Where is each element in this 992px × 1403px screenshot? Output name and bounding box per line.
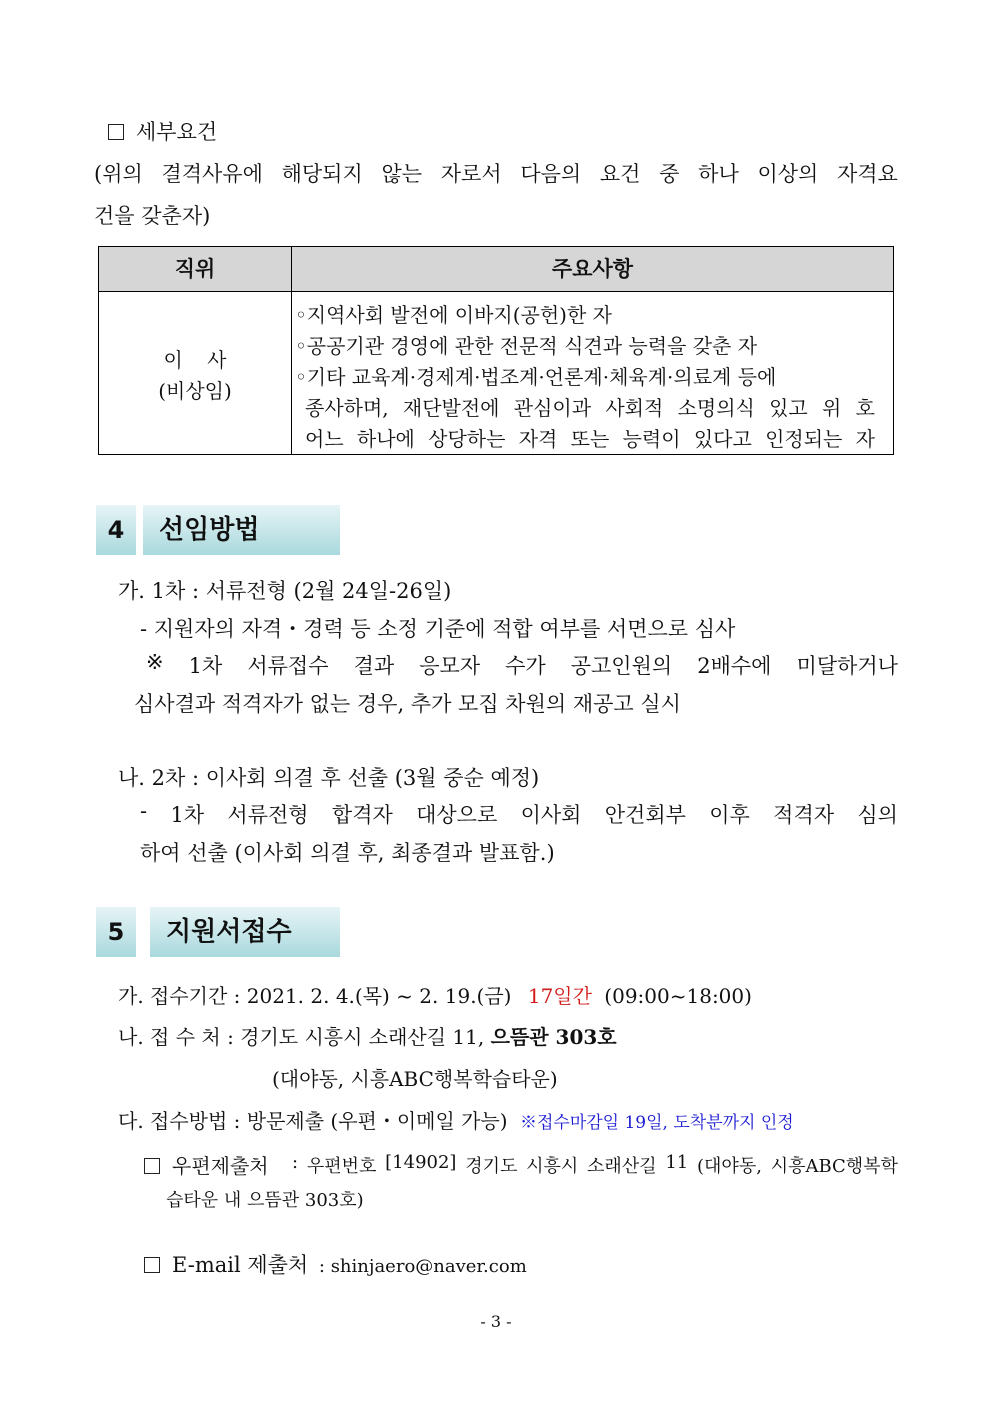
word: 관심이과 — [513, 396, 592, 420]
word: 능력이 — [622, 427, 681, 451]
application-period: 가. 접수기간 : 2021. 2. 4.(목) ~ 2. 19.(금) 17일간 (09:00~18:00) — [118, 984, 752, 1008]
detail-item-3-cont2 — [305, 423, 875, 452]
word: 합격자 — [331, 803, 393, 827]
word: 이사회 — [520, 803, 582, 827]
word: [14902] — [385, 1152, 457, 1173]
word: 시흥시 — [526, 1156, 579, 1177]
table-header-position: 직위 — [174, 257, 216, 281]
application-method: 다. 접수방법 : 방문제출 (우편・이메일 가능) ※접수마감일 19일, 도착분까지 인정 — [118, 1109, 794, 1133]
word: 적격자 — [773, 803, 835, 827]
word: 자 — [855, 427, 875, 451]
word: - — [140, 799, 148, 823]
word: 우편번호 — [306, 1156, 377, 1177]
word: 1차 — [188, 654, 223, 678]
selection-step-2-line1 — [140, 799, 898, 829]
word: 이후 — [709, 803, 750, 827]
word: 수가 — [505, 654, 546, 678]
requirements-intro-line2: 건을 갖춘자) — [94, 204, 211, 228]
selection-step-1: 가. 1차 : 서류전형 (2월 24일-26일) — [118, 579, 452, 603]
word: 종사하며, — [305, 396, 389, 420]
word: 어느 — [305, 427, 344, 451]
word: 서류전형 — [227, 803, 309, 827]
requirements-intro-line1 — [94, 158, 898, 188]
checkbox-icon — [144, 1158, 160, 1174]
word: 인정되는 — [765, 427, 843, 451]
word: 자격 — [518, 427, 558, 451]
post-title: 우편제출처 — [144, 1150, 269, 1179]
word: 서류접수 — [247, 654, 329, 678]
word: 중 — [659, 162, 680, 186]
word: 심의 — [857, 803, 898, 827]
selection-note-line1 — [146, 650, 898, 680]
detail-item-2: ◦공공기관 경영에 관한 전문적 식견과 능력을 갖춘 자 — [295, 334, 758, 358]
period-days: 17일간 — [527, 984, 592, 1008]
word: 2배수에 — [697, 654, 772, 678]
word: (대야동, — [697, 1156, 762, 1177]
word: 해당되지 — [281, 162, 363, 186]
word: 자격요 — [837, 162, 898, 186]
word: 경기도 — [465, 1156, 518, 1177]
section-4-title: 선임방법 — [143, 505, 340, 555]
word: 있다고 — [693, 427, 752, 451]
word: 다음의 — [520, 162, 582, 186]
position-name: 이 사 — [163, 348, 227, 372]
selection-step-2-line2: 하여 선출 (이사회 의결 후, 최종결과 발표함.) — [140, 841, 555, 865]
requirements-table — [98, 246, 894, 455]
word: 시흥ABC행복학 — [770, 1156, 898, 1177]
email-submission: E-mail 제출처 : shinjaero@naver.com — [144, 1249, 527, 1279]
word: 않는 — [381, 162, 423, 186]
word: 하나에 — [356, 427, 415, 451]
post-detail-line2: 습타운 내 으뜸관 303호) — [166, 1190, 364, 1211]
deadline-note: ※접수마감일 19일, 도착분까지 인정 — [519, 1113, 794, 1133]
section-5-number: 5 — [96, 907, 136, 957]
application-place-sub: (대야동, 시흥ABC행복학습타운) — [272, 1067, 558, 1091]
section-4-number: 4 — [96, 505, 136, 555]
word: 미달하거나 — [796, 654, 898, 678]
word: 위 — [822, 396, 842, 420]
word: 응모자 — [419, 654, 481, 678]
word: (위의 — [94, 162, 143, 186]
word: 하나 — [698, 162, 739, 186]
word: 호 — [855, 396, 875, 420]
checkbox-icon — [108, 124, 124, 140]
page-number: - 3 - — [480, 1312, 512, 1331]
selection-note-line2: 심사결과 적격자가 없는 경우, 추가 모집 차원의 재공고 실시 — [134, 692, 681, 716]
word: 상당하는 — [428, 427, 506, 451]
place-building: 으뜸관 303호 — [490, 1025, 617, 1049]
word: 공고인원의 — [570, 654, 673, 678]
detail-item-3: ◦기타 교육계·경제계·법조계·언론계·체육계·의료계 등에 — [295, 365, 777, 389]
position-type: (비상임) — [158, 379, 232, 403]
word: 소명의식 — [677, 396, 755, 420]
word: 결격사유에 — [161, 162, 263, 186]
word: 사회적 — [605, 396, 664, 420]
checkbox-icon — [144, 1257, 160, 1273]
post-detail-line1 — [292, 1152, 898, 1178]
section-5-title: 지원서접수 — [150, 907, 340, 957]
word: 11 — [665, 1152, 689, 1173]
word: 1차 — [170, 803, 205, 827]
word: ※ — [146, 650, 164, 674]
requirements-heading: 세부요건 — [108, 116, 217, 146]
email-address: : shinjaero@naver.com — [318, 1256, 527, 1277]
selection-step-1-detail: - 지원자의 자격・경력 등 소정 기준에 적합 여부를 서면으로 심사 — [140, 617, 736, 641]
word: 또는 — [570, 427, 610, 451]
table-header-details: 주요사항 — [551, 257, 634, 281]
word: 자로서 — [440, 162, 502, 186]
word: 요건 — [599, 162, 641, 186]
word: 대상으로 — [416, 803, 498, 827]
selection-step-2: 나. 2차 : 이사회 의결 후 선출 (3월 중순 예정) — [118, 766, 540, 790]
word: 안건회부 — [604, 803, 686, 827]
word: 이상의 — [757, 162, 819, 186]
word: 소래산길 — [587, 1156, 657, 1177]
detail-item-3-cont1 — [305, 392, 875, 421]
word: 있고 — [769, 396, 808, 420]
detail-item-1: ◦지역사회 발전에 이바지(공헌)한 자 — [295, 303, 612, 327]
application-place: 나. 접 수 처 : 경기도 시흥시 소래산길 11, 으뜸관 303호 — [118, 1025, 617, 1049]
word: 재단발전에 — [402, 396, 500, 420]
word: 결과 — [353, 654, 395, 678]
word: : — [292, 1152, 299, 1173]
